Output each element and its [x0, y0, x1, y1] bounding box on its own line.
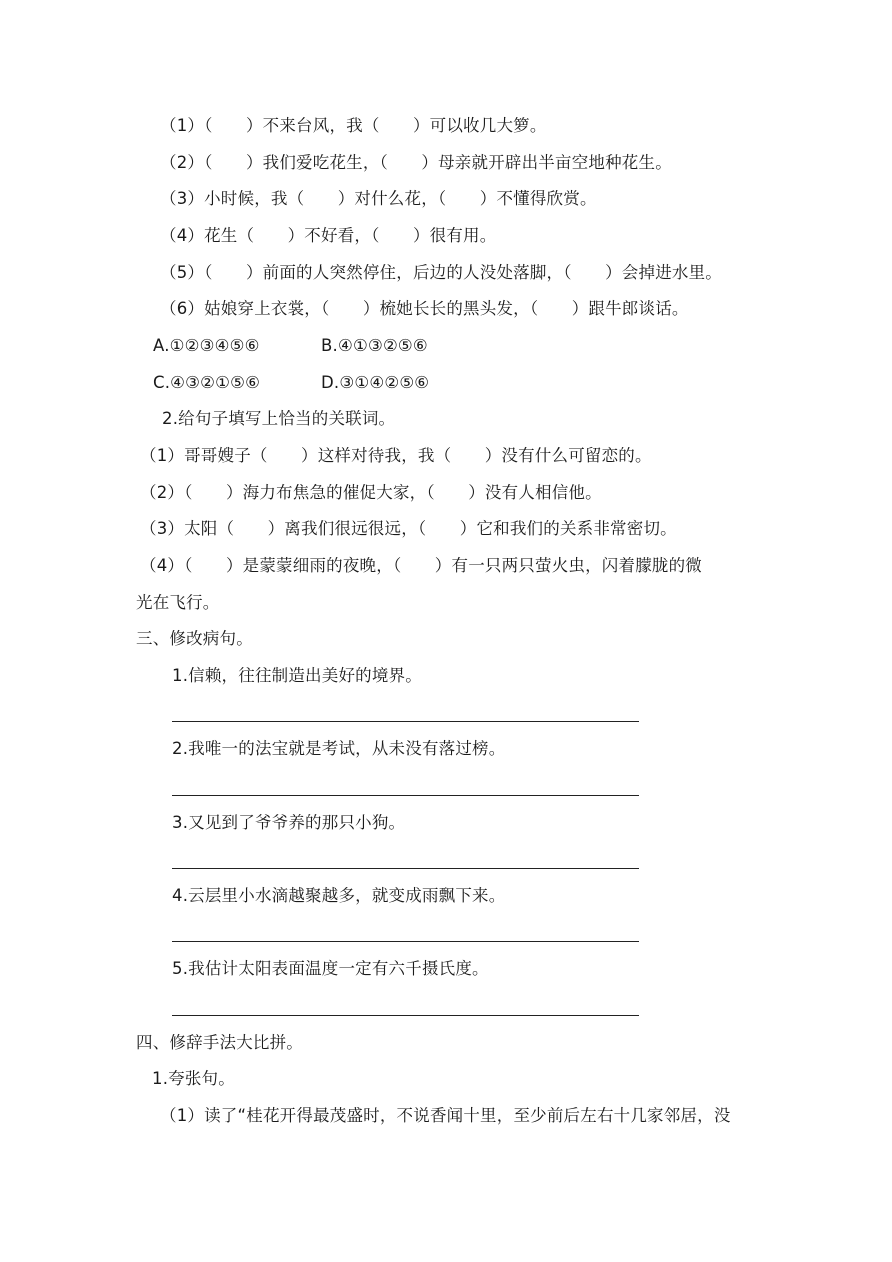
- q1-item-2: （2）（ ）我们爱吃花生，（ ）母亲就开辟出半亩空地种花生。: [160, 153, 672, 172]
- q1-item-5: （5）（ ）前面的人突然停住，后边的人没处落脚，（ ）会掉进水里。: [160, 263, 722, 282]
- q1-item-4: （4）花生（ ）不好看，（ ）很有用。: [160, 226, 497, 245]
- q2-item-2: （2）（ ）海力布焦急的催促大家，（ ）没有人相信他。: [140, 483, 602, 502]
- answer-line-5[interactable]: [172, 1015, 639, 1016]
- q2-heading: 2.给句子填写上恰当的关联词。: [162, 409, 396, 428]
- q2-item-3: （3）太阳（ ）离我们很远很远，（ ）它和我们的关系非常密切。: [140, 519, 677, 538]
- sentence-3: 3.又见到了爷爷养的那只小狗。: [172, 813, 406, 832]
- q2-item-4: （4）（ ）是蒙蒙细雨的夜晚，（ ）有一只两只萤火虫，闪着朦胧的微: [140, 556, 702, 575]
- answer-line-1[interactable]: [172, 721, 639, 722]
- sentence-2: 2.我唯一的法宝就是考试，从未没有落过榜。: [172, 739, 506, 758]
- q2-item-4-continuation: 光在飞行。: [136, 593, 220, 612]
- answer-line-4[interactable]: [172, 941, 639, 942]
- sentence-1: 1.信赖，往往制造出美好的境界。: [172, 666, 422, 685]
- option-c: C.④③②①⑤⑥: [153, 373, 261, 392]
- option-b: B.④①③②⑤⑥: [321, 336, 428, 355]
- answer-line-2[interactable]: [172, 795, 639, 796]
- option-d: D.③①④②⑤⑥: [321, 373, 430, 392]
- q2-item-1: （1）哥哥嫂子（ ）这样对待我，我（ ）没有什么可留恋的。: [140, 446, 652, 465]
- sentence-5: 5.我估计太阳表面温度一定有六千摄氏度。: [172, 959, 489, 978]
- answer-line-3[interactable]: [172, 868, 639, 869]
- section3-heading: 三、修改病句。: [136, 629, 253, 648]
- section4-sub1: 1.夸张句。: [152, 1069, 235, 1088]
- q1-item-6: （6）姑娘穿上衣裳，（ ）梳她长长的黑头发，（ ）跟牛郎谈话。: [160, 299, 689, 318]
- section4-item-1: （1）读了“桂花开得最茂盛时，不说香闻十里，至少前后左右十几家邻居，没: [160, 1106, 731, 1125]
- option-a: A.①②③④⑤⑥: [153, 336, 260, 355]
- q1-item-3: （3）小时候，我（ ）对什么花，（ ）不懂得欣赏。: [160, 189, 597, 208]
- section4-heading: 四、修辞手法大比拼。: [136, 1033, 303, 1052]
- q1-item-1: （1）（ ）不来台风，我（ ）可以收几大箩。: [160, 116, 547, 135]
- sentence-4: 4.云层里小水滴越聚越多，就变成雨飘下来。: [172, 886, 506, 905]
